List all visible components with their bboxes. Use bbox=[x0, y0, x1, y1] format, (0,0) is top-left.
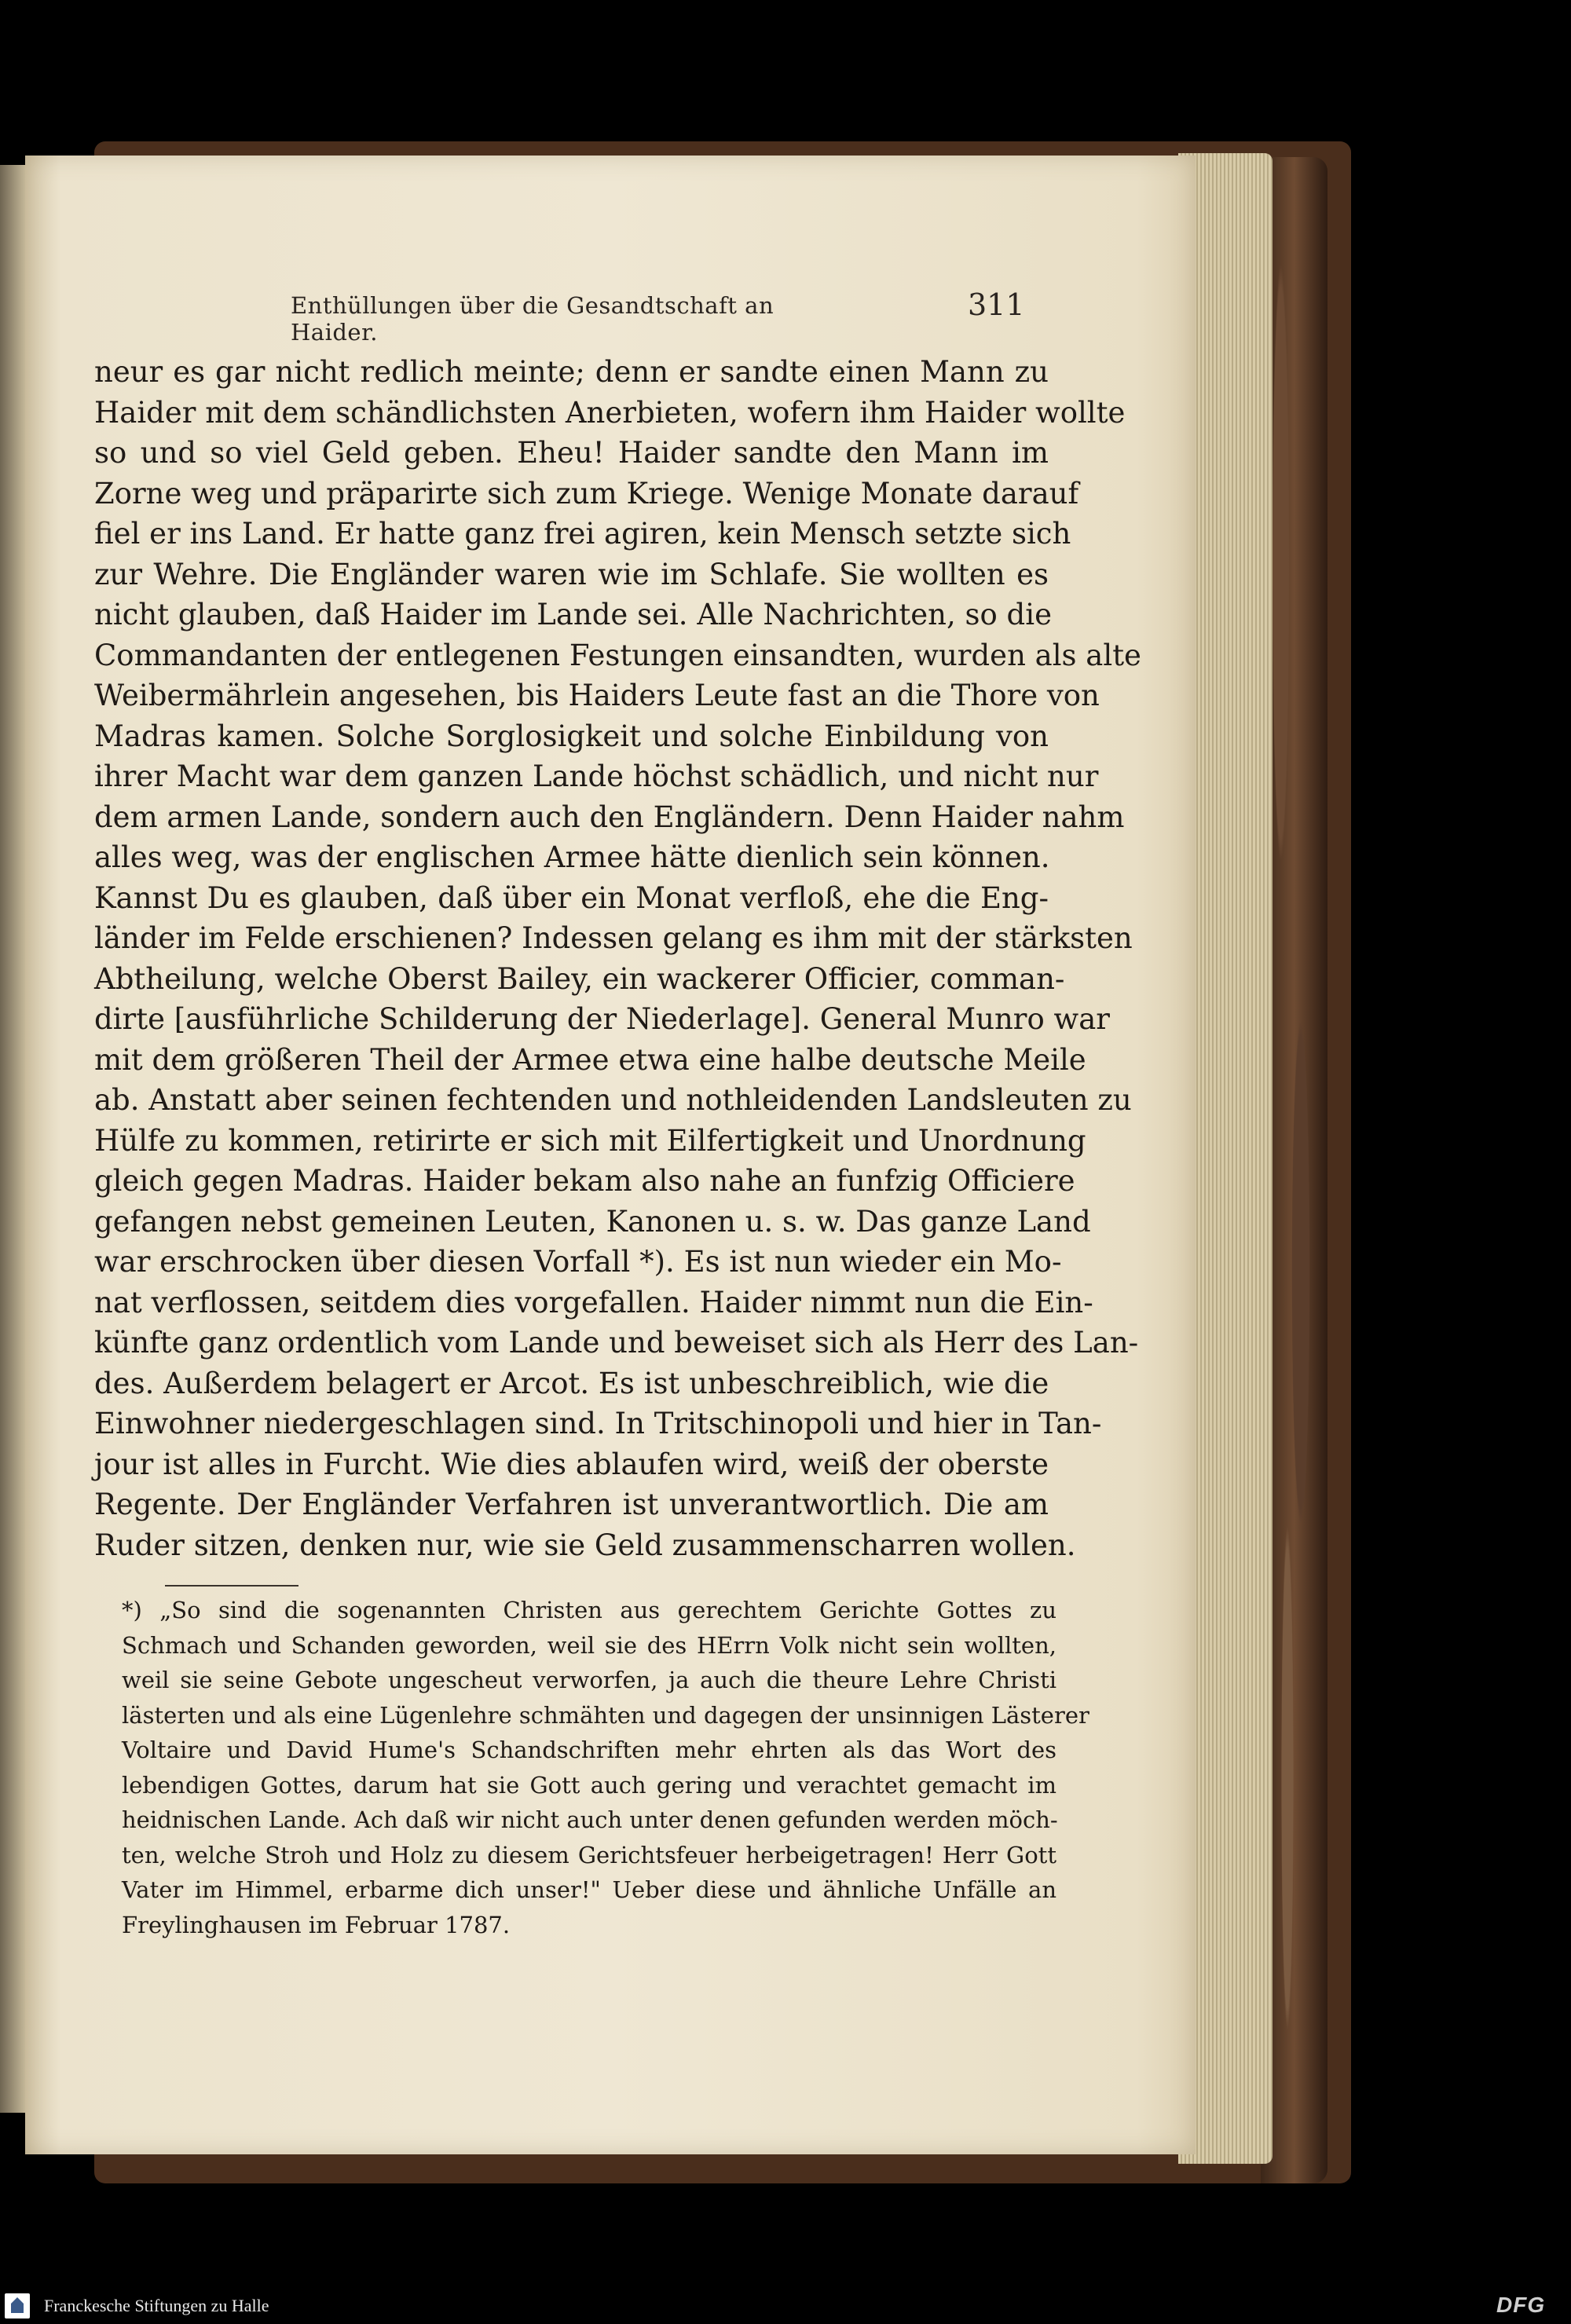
institution-logo-icon bbox=[5, 2293, 30, 2319]
text-line: Zorne weg und präparirte sich zum Kriege. Wenige Monate darauf bbox=[94, 476, 1079, 511]
text-line: Regente. Der Engländer Verfahren ist unverantwortlich. Die am bbox=[94, 1488, 1049, 1521]
body-text bbox=[94, 352, 1141, 1565]
text-line: Weibermährlein angesehen, bis Haiders Leute fast an die Thore von bbox=[94, 679, 1100, 712]
text-line: gleich gegen Madras. Haider bekam also nahe an funfzig Officiere bbox=[94, 1164, 1075, 1198]
text-line: so und so viel Geld geben. Eheu! Haider sandte den Mann im bbox=[94, 436, 1049, 470]
text-line: Hülfe zu kommen, retirirte er sich mit Eilfertigkeit und Unordnung bbox=[94, 1123, 1086, 1158]
text-line: künfte ganz ordentlich vom Lande und beweiset sich als Herr des Lan- bbox=[94, 1326, 1139, 1360]
text-line: alles weg, was der englischen Armee hätte dienlich sein können. bbox=[94, 840, 1050, 874]
footnote-line: Schmach und Schanden geworden, weil sie des HErrn Volk nicht sein wollten, bbox=[122, 1631, 1056, 1659]
footnote-line: Freylinghausen im Februar 1787. bbox=[122, 1911, 511, 1938]
text-line: Madras kamen. Solche Sorglosigkeit und solche Einbildung von bbox=[94, 719, 1049, 753]
text-line: dirte [ausführliche Schilderung der Niederlage]. General Munro war bbox=[94, 1002, 1110, 1036]
footnote-line: *) „So sind die sogenannten Christen aus gerechtem Gerichte Gottes zu bbox=[122, 1597, 1056, 1623]
text-line: neur es gar nicht redlich meinte; denn er sandte einen Mann zu bbox=[94, 355, 1049, 389]
page-number: 311 bbox=[968, 287, 1025, 322]
text-line: Kannst Du es glauben, daß über ein Monat verfloß, ehe die Eng- bbox=[94, 880, 1049, 915]
footnote-line: ten, welche Stroh und Holz zu diesem Gerichtsfeuer herbeigetragen! Herr Gott bbox=[122, 1841, 1056, 1868]
text-line: Einwohner niedergeschlagen sind. In Tritschinopoli und hier in Tan- bbox=[94, 1407, 1102, 1440]
institution-name: Franckesche Stiftungen zu Halle bbox=[44, 2296, 269, 2315]
dfg-logo: DFG bbox=[1496, 2293, 1546, 2317]
footnote-block bbox=[122, 1593, 1089, 1942]
text-line: gefangen nebst gemeinen Leuten, Kanonen u. s. w. Das ganze Land bbox=[94, 1204, 1091, 1239]
text-line: zur Wehre. Die Engländer waren wie im Schlafe. Sie wollten es bbox=[94, 557, 1049, 591]
footnote-line: lebendigen Gottes, darum hat sie Gott auch gering und verachtet gemacht im bbox=[122, 1771, 1056, 1799]
text-line: dem armen Lande, sondern auch den Engländern. Denn Haider nahm bbox=[94, 800, 1125, 834]
text-line: fiel er ins Land. Er hatte ganz frei agiren, kein Mensch setzte sich bbox=[94, 517, 1071, 551]
text-line: länder im Felde erschienen? Indessen gelang es ihm mit der stärksten bbox=[94, 921, 1133, 955]
text-line: ihrer Macht war dem ganzen Lande höchst schädlich, und nicht nur bbox=[94, 759, 1099, 793]
text-line: ab. Anstatt aber seinen fechtenden und nothleidenden Landsleuten zu bbox=[94, 1083, 1132, 1117]
footnote-line: weil sie seine Gebote ungescheut verworfen, ja auch die theure Lehre Christi bbox=[122, 1667, 1056, 1693]
text-line: des. Außerdem belagert er Arcot. Es ist unbeschreiblich, wie die bbox=[94, 1366, 1049, 1400]
text-line: mit dem größeren Theil der Armee etwa eine halbe deutsche Meile bbox=[94, 1042, 1086, 1077]
text-line: nat verflossen, seitdem dies vorgefallen. Haider nimmt nun die Ein- bbox=[94, 1285, 1093, 1319]
text-line: nicht glauben, daß Haider im Lande sei. Alle Nachrichten, so die bbox=[94, 598, 1052, 631]
text-line: Haider mit dem schändlichsten Anerbieten, wofern ihm Haider wollte bbox=[94, 395, 1126, 430]
footnote-line: heidnischen Lande. Ach daß wir nicht auch unter denen gefunden werden möch- bbox=[122, 1806, 1058, 1833]
footnote-divider bbox=[165, 1585, 298, 1587]
text-line: Commandanten der entlegenen Festungen einsandten, wurden als alte bbox=[94, 638, 1141, 672]
text-line: Ruder sitzen, denken nur, wie sie Geld zusammenscharren wollen. bbox=[94, 1528, 1076, 1562]
running-head: Enthüllungen über die Gesandtschaft an Haider. bbox=[291, 292, 775, 346]
text-line: jour ist alles in Furcht. Wie dies ablaufen wird, weiß der oberste bbox=[94, 1447, 1049, 1481]
text-line: war erschrocken über diesen Vorfall *). Es ist nun wieder ein Mo- bbox=[94, 1245, 1062, 1279]
footnote-line: lästerten und als eine Lügenlehre schmähten und dagegen der unsinnigen Lästerer bbox=[122, 1701, 1089, 1729]
footnote-line: Voltaire und David Hume's Schandschriften mehr ehrten als das Wort des bbox=[122, 1737, 1056, 1763]
text-line: Abtheilung, welche Oberst Bailey, ein wackerer Officier, comman- bbox=[94, 961, 1065, 996]
footnote-line: Vater im Himmel, erbarme dich unser!" Ueber diese und ähnliche Unfälle an bbox=[122, 1876, 1056, 1903]
